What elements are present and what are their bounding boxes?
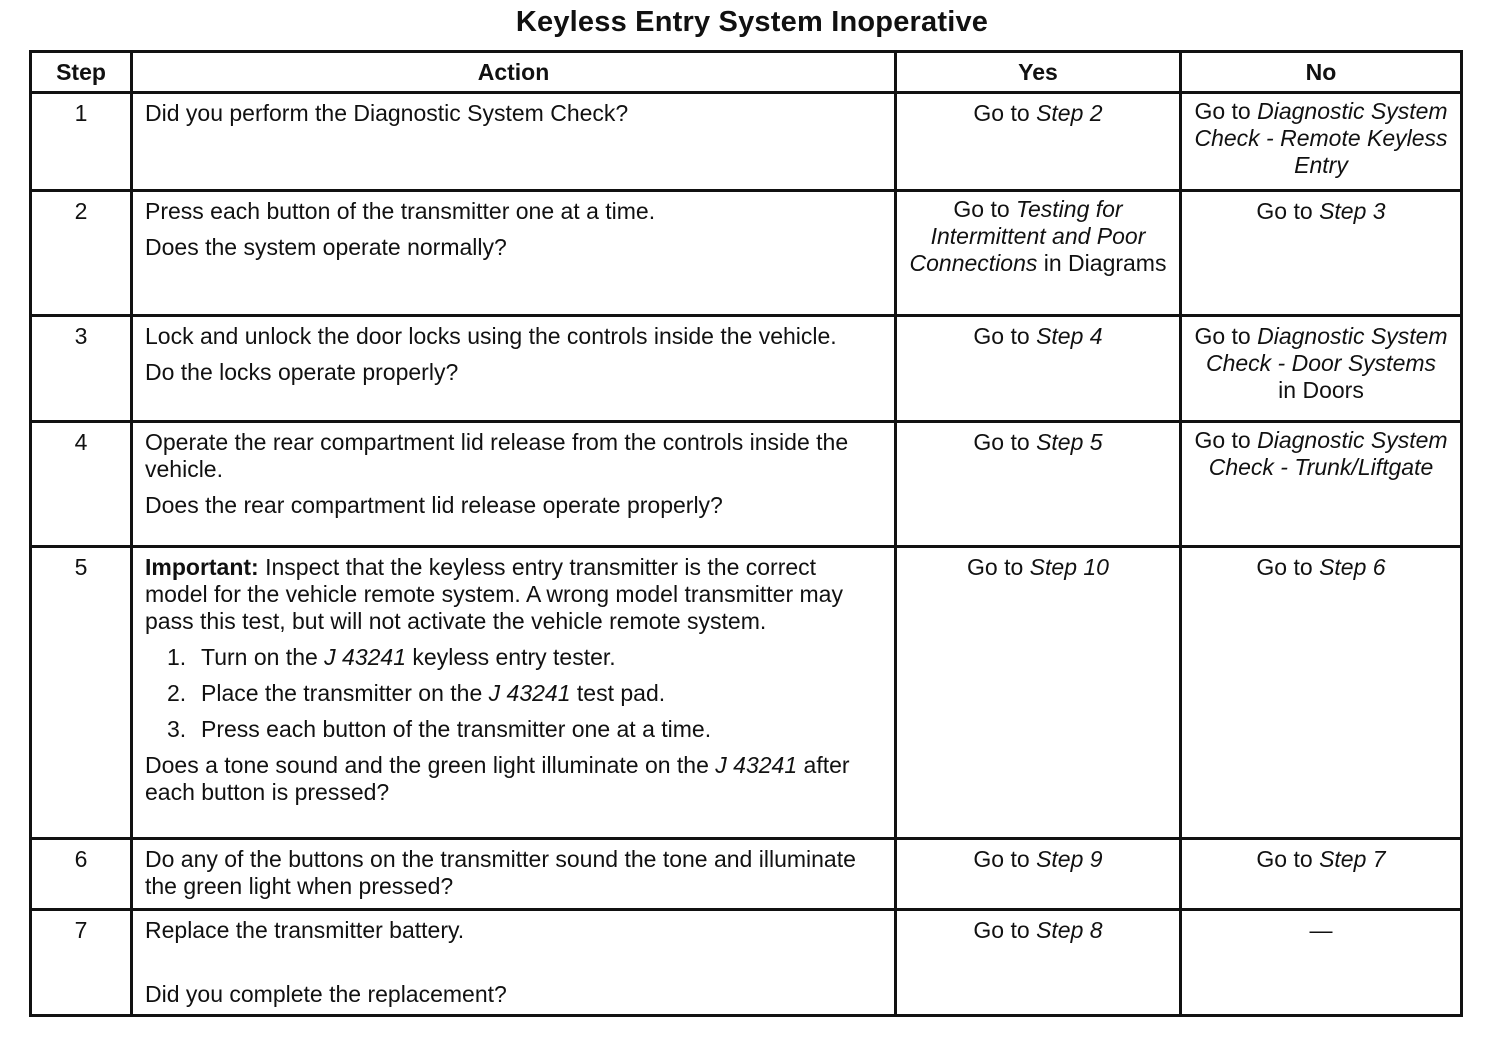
action-text: Replace the transmitter battery. [145, 917, 465, 943]
no-cell [1181, 839, 1462, 910]
no-suffix: in Doors [1278, 377, 1364, 403]
step-number: 4 [31, 422, 132, 547]
no-cell [1181, 422, 1462, 547]
question-text: Does a tone sound and the green light illuminate on the [145, 752, 716, 778]
action-cell [132, 547, 896, 839]
diagnostic-table [29, 50, 1463, 1017]
header-no: No [1181, 52, 1462, 93]
table-row [31, 910, 1462, 1016]
no-link: Diagnostic System Check - Remote Keyless Entry [1194, 98, 1448, 178]
table-row [31, 93, 1462, 191]
no-prefix: Go to [1256, 554, 1320, 580]
header-row [31, 52, 1462, 93]
list-item [167, 716, 882, 743]
yes-prefix: Go to [973, 846, 1037, 872]
step-number: 3 [31, 316, 132, 422]
no-prefix: Go to [1194, 323, 1258, 349]
step-number: 5 [31, 547, 132, 839]
tool-ref: J 43241 [715, 752, 798, 778]
action-cell [132, 316, 896, 422]
table-row [31, 547, 1462, 839]
action-text: Do any of the buttons on the transmitter sound the tone and illuminate the green light when pressed? [145, 846, 856, 899]
action-text: Did you perform the Diagnostic System Check? [145, 100, 629, 126]
yes-cell [896, 191, 1181, 316]
tool-ref: J 43241 [488, 680, 571, 706]
substep-number: 3. [167, 716, 187, 742]
substep-text-end: keyless entry tester. [406, 644, 616, 670]
step-number: 2 [31, 191, 132, 316]
action-question: Did you complete the replacement? [145, 981, 507, 1007]
yes-prefix: Go to [967, 554, 1030, 580]
no-dash: — [1309, 917, 1333, 943]
substep-number: 1. [167, 644, 187, 670]
action-question: Does the rear compartment lid release operate properly? [145, 492, 723, 518]
header-step: Step [31, 52, 132, 93]
important-note [145, 554, 882, 635]
no-prefix: Go to [1194, 98, 1258, 124]
yes-cell [896, 547, 1181, 839]
action-cell [132, 910, 896, 1016]
step-number: 1 [31, 93, 132, 191]
no-cell [1181, 191, 1462, 316]
action-question: Does the system operate normally? [145, 234, 507, 260]
yes-cell [896, 910, 1181, 1016]
no-cell [1181, 93, 1462, 191]
yes-link: Testing for Intermittent and Poor Connections [909, 196, 1146, 276]
no-cell [1181, 316, 1462, 422]
action-cell [132, 422, 896, 547]
step-number: 7 [31, 910, 132, 1016]
action-question [145, 752, 882, 806]
action-cell [132, 93, 896, 191]
header-yes: Yes [896, 52, 1181, 93]
yes-link: Step 4 [1036, 323, 1103, 349]
no-cell [1181, 910, 1462, 1016]
important-label: Important: [145, 554, 259, 580]
table-row [31, 191, 1462, 316]
substep-number: 2. [167, 680, 187, 706]
yes-link: Step 5 [1036, 429, 1103, 455]
list-item [167, 644, 882, 671]
action-question: Do the locks operate properly? [145, 359, 459, 385]
action-cell [132, 839, 896, 910]
tool-ref: J 43241 [324, 644, 407, 670]
substep-text: Place the transmitter on the [201, 680, 489, 706]
yes-cell [896, 93, 1181, 191]
substep-text-end: test pad. [570, 680, 666, 706]
yes-prefix: Go to [973, 100, 1037, 126]
action-cell [132, 191, 896, 316]
yes-link: Step 8 [1036, 917, 1103, 943]
yes-cell [896, 839, 1181, 910]
table-row [31, 839, 1462, 910]
substep-list [167, 644, 882, 743]
no-prefix: Go to [1194, 427, 1258, 453]
yes-cell [896, 316, 1181, 422]
header-action: Action [132, 52, 896, 93]
no-link: Diagnostic System Check - Trunk/Liftgate [1208, 427, 1448, 480]
no-prefix: Go to [1256, 846, 1320, 872]
step-number: 6 [31, 839, 132, 910]
table-row [31, 422, 1462, 547]
yes-link: Step 2 [1036, 100, 1103, 126]
no-link: Step 7 [1319, 846, 1386, 872]
action-text: Operate the rear compartment lid release from the controls inside the vehicle. [145, 429, 849, 482]
no-link: Diagnostic System Check - Door Systems [1205, 323, 1448, 376]
no-cell [1181, 547, 1462, 839]
no-link: Step 6 [1319, 554, 1386, 580]
yes-link: Step 10 [1029, 554, 1109, 580]
table-row [31, 316, 1462, 422]
no-link: Step 3 [1319, 198, 1386, 224]
page-title: Keyless Entry System Inoperative [515, 6, 989, 38]
yes-cell [896, 422, 1181, 547]
list-item [167, 680, 882, 707]
yes-prefix: Go to [973, 429, 1037, 455]
yes-suffix: in Diagrams [1037, 250, 1167, 276]
yes-prefix: Go to [973, 917, 1037, 943]
action-text: Press each button of the transmitter one at a time. [145, 198, 656, 224]
question-text-end: after each button is pressed? [145, 752, 850, 805]
yes-link: Step 9 [1036, 846, 1103, 872]
substep-text: Turn on the [201, 644, 325, 670]
important-text: Inspect that the keyless entry transmitter is the correct model for the vehicle remote system. A wrong model transmitter may pass this test, but will not activate the vehicle remote system. [145, 554, 843, 634]
yes-prefix: Go to [973, 323, 1037, 349]
action-text: Lock and unlock the door locks using the controls inside the vehicle. [145, 323, 837, 349]
spacer [145, 953, 882, 981]
substep-text: Press each button of the transmitter one at a time. [201, 716, 712, 742]
no-prefix: Go to [1256, 198, 1320, 224]
yes-prefix: Go to [953, 196, 1017, 222]
